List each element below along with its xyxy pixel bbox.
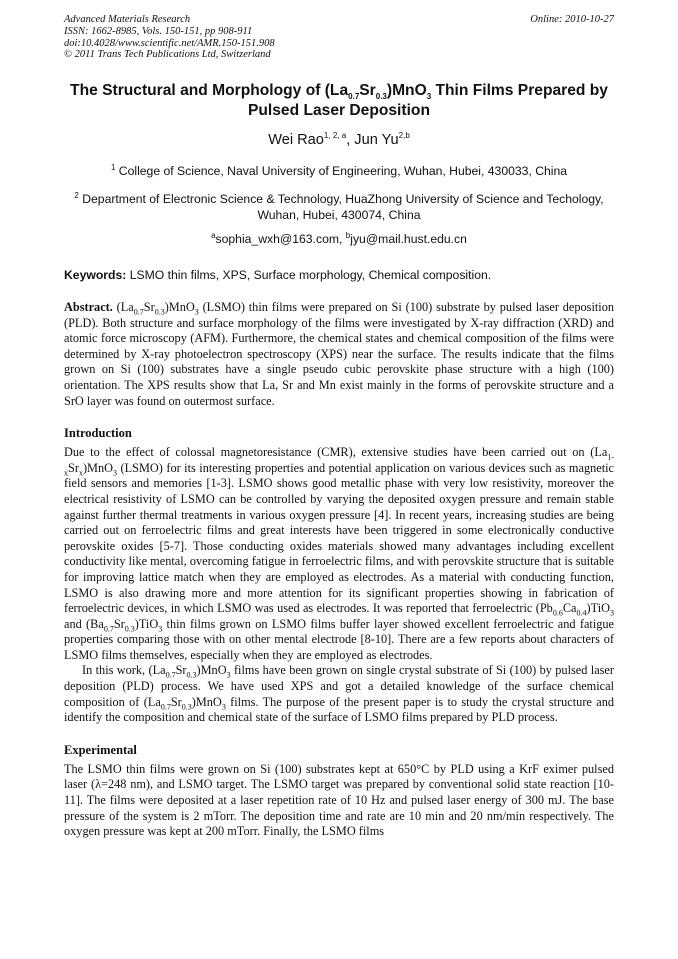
abstract-label: Abstract. <box>64 300 113 314</box>
copyright-line: © 2011 Trans Tech Publications Ltd, Switzerland <box>64 49 271 61</box>
affiliation-1: $^1$ College of Science, Naval University of Engineering, Wuhan, Hubei, 430033, China <box>110 162 568 178</box>
journal-header <box>64 14 614 62</box>
section-heading-experimental: Experimental <box>64 742 137 757</box>
section-heading-introduction: Introduction <box>64 426 132 441</box>
keywords: Keywords: LSMO thin films, XPS, Surface morphology, Chemical composition. <box>64 268 492 282</box>
experimental-paragraph-1: The LSMO thin films were grown on Si (100) substrates kept at 650°C by PLD using a KrF eximer pulsed laser (λ=248 nm), and LSMO target. The LSMO target was prepared by conventional solid state reaction [10-11]. The films were deposited at a laser repetition rate of 10 Hz and pulsed laser energy of 300 mJ. The base pressure of the system is 2 mTorr. The deposition time and rate are 10 min and 20 nm/min respectively. The oxygen pressure was kept at 200 mTorr. Finally, the LSMO films <box>64 761 614 839</box>
doi-line: doi:10.4028/www.scientific.net/AMR.150-151.908 <box>64 37 275 49</box>
journal-name: Advanced Materials Research <box>64 14 191 25</box>
abstract: Abstract. $(La_{0.7}Sr_{0.3})MnO_3$ (LSMO) thin films were prepared on Si (100) substrate by pulsed laser deposition (PLD). Both structure and surface morphology of the films were investigated by X-ray diffraction (XRD) and atomic force microscopy (AFM). Furthermore, the chemical states and chemical composition of the films were determined by X-ray photoelectron spectroscopy (XPS) near the surface. The results indicate that the films grown on Si (100) substrates have a single pseudo cubic perovskite phase structure with a high (100) orientation. The XPS results show that La, Sr and Mn exist mainly in the forms of perovskite structure and a SrO layer was found on outermost surface. <box>64 300 614 408</box>
author-list: Wei Rao$^{1, 2, a}$, Jun Yu$^{2,b}$ <box>268 131 410 148</box>
author-name: Wei Rao <box>268 132 324 148</box>
paper-page <box>64 14 614 840</box>
introduction-paragraph-2: In this work, $(La_{0.7}Sr_{0.3})MnO_3$ films have been grown on single crystal substrate of Si (100) by pulsed laser deposition (PLD) process. We have used XPS and got a detailed knowledge of the surface chemical composition of $(La_{0.7}Sr_{0.3})MnO_3$ films. The purpose of the present paper is to study the crystal structure and identify the composition and chemical state of the surface of LSMO films prepared by PLD process. <box>64 663 614 725</box>
affiliation-2: $^2$ Department of Electronic Science & Technology, HuaZhong University of Science and Techology, Wuhan, Hubei, 430074, China <box>74 190 604 222</box>
paper-title: The Structural and Morphology of $(La_{0.7}Sr_{0.3})MnO_3$ Thin Films Prepared by Pulsed Laser Deposition <box>70 82 608 119</box>
author-name: Jun Yu <box>354 132 399 148</box>
author-emails: $^a$sophia_wxh@163.com, $^b$jyu@mail.hust.edu.cn <box>211 230 467 246</box>
issn-line: ISSN: 1662-8985, Vols. 150-151, pp 908-911 <box>64 25 253 37</box>
online-date: Online: 2010-10-27 <box>530 14 614 25</box>
introduction-paragraph-1: Due to the effect of colossal magnetoresistance (CMR), extensive studies have been carried out on $(La_{1-x}Sr_x)MnO_3$ (LSMO) for its interesting properties and potential application on various devices such as magnetic field sensors and memories [1-3]. LSMO shows good metallic phase with very low resistivity, moreover the electrical resistivity of LSMO can be controlled by varying the deposited oxygen pressure and remain stable against further thermal treatments in various oxygen pressure [4]. In recent years, increasing studies are being carried out on ferroelectric films and great interests have been triggered in some electronically conductive perovskite oxides [5-7]. Those conducting oxides materials showed many advantages including excellent conductivity like mental, overcoming fatigue in ferroelectric films, and with perovskite structure that is suitable for improving lattice match when they are employed as electrodes. As a material with conducting function, LSMO is also drawing more and more attention for its significant properties showing in fabrication of ferroelectric devices, in which LSMO was used as electrodes. It was reported that ferroelectric $(Pb_{0.6}Ca_{0.4})TiO_3$ and $(Ba_{0.7}Sr_{0.3})TiO_3$ thin films grown on LSMO films buffer layer showed excellent ferroelectric and fatigue properties comparing those with on other mental electrode [8-10]. There are a few reports about characters of LSMO films themselves, especially when they are employed as electrodes. <box>64 445 614 662</box>
